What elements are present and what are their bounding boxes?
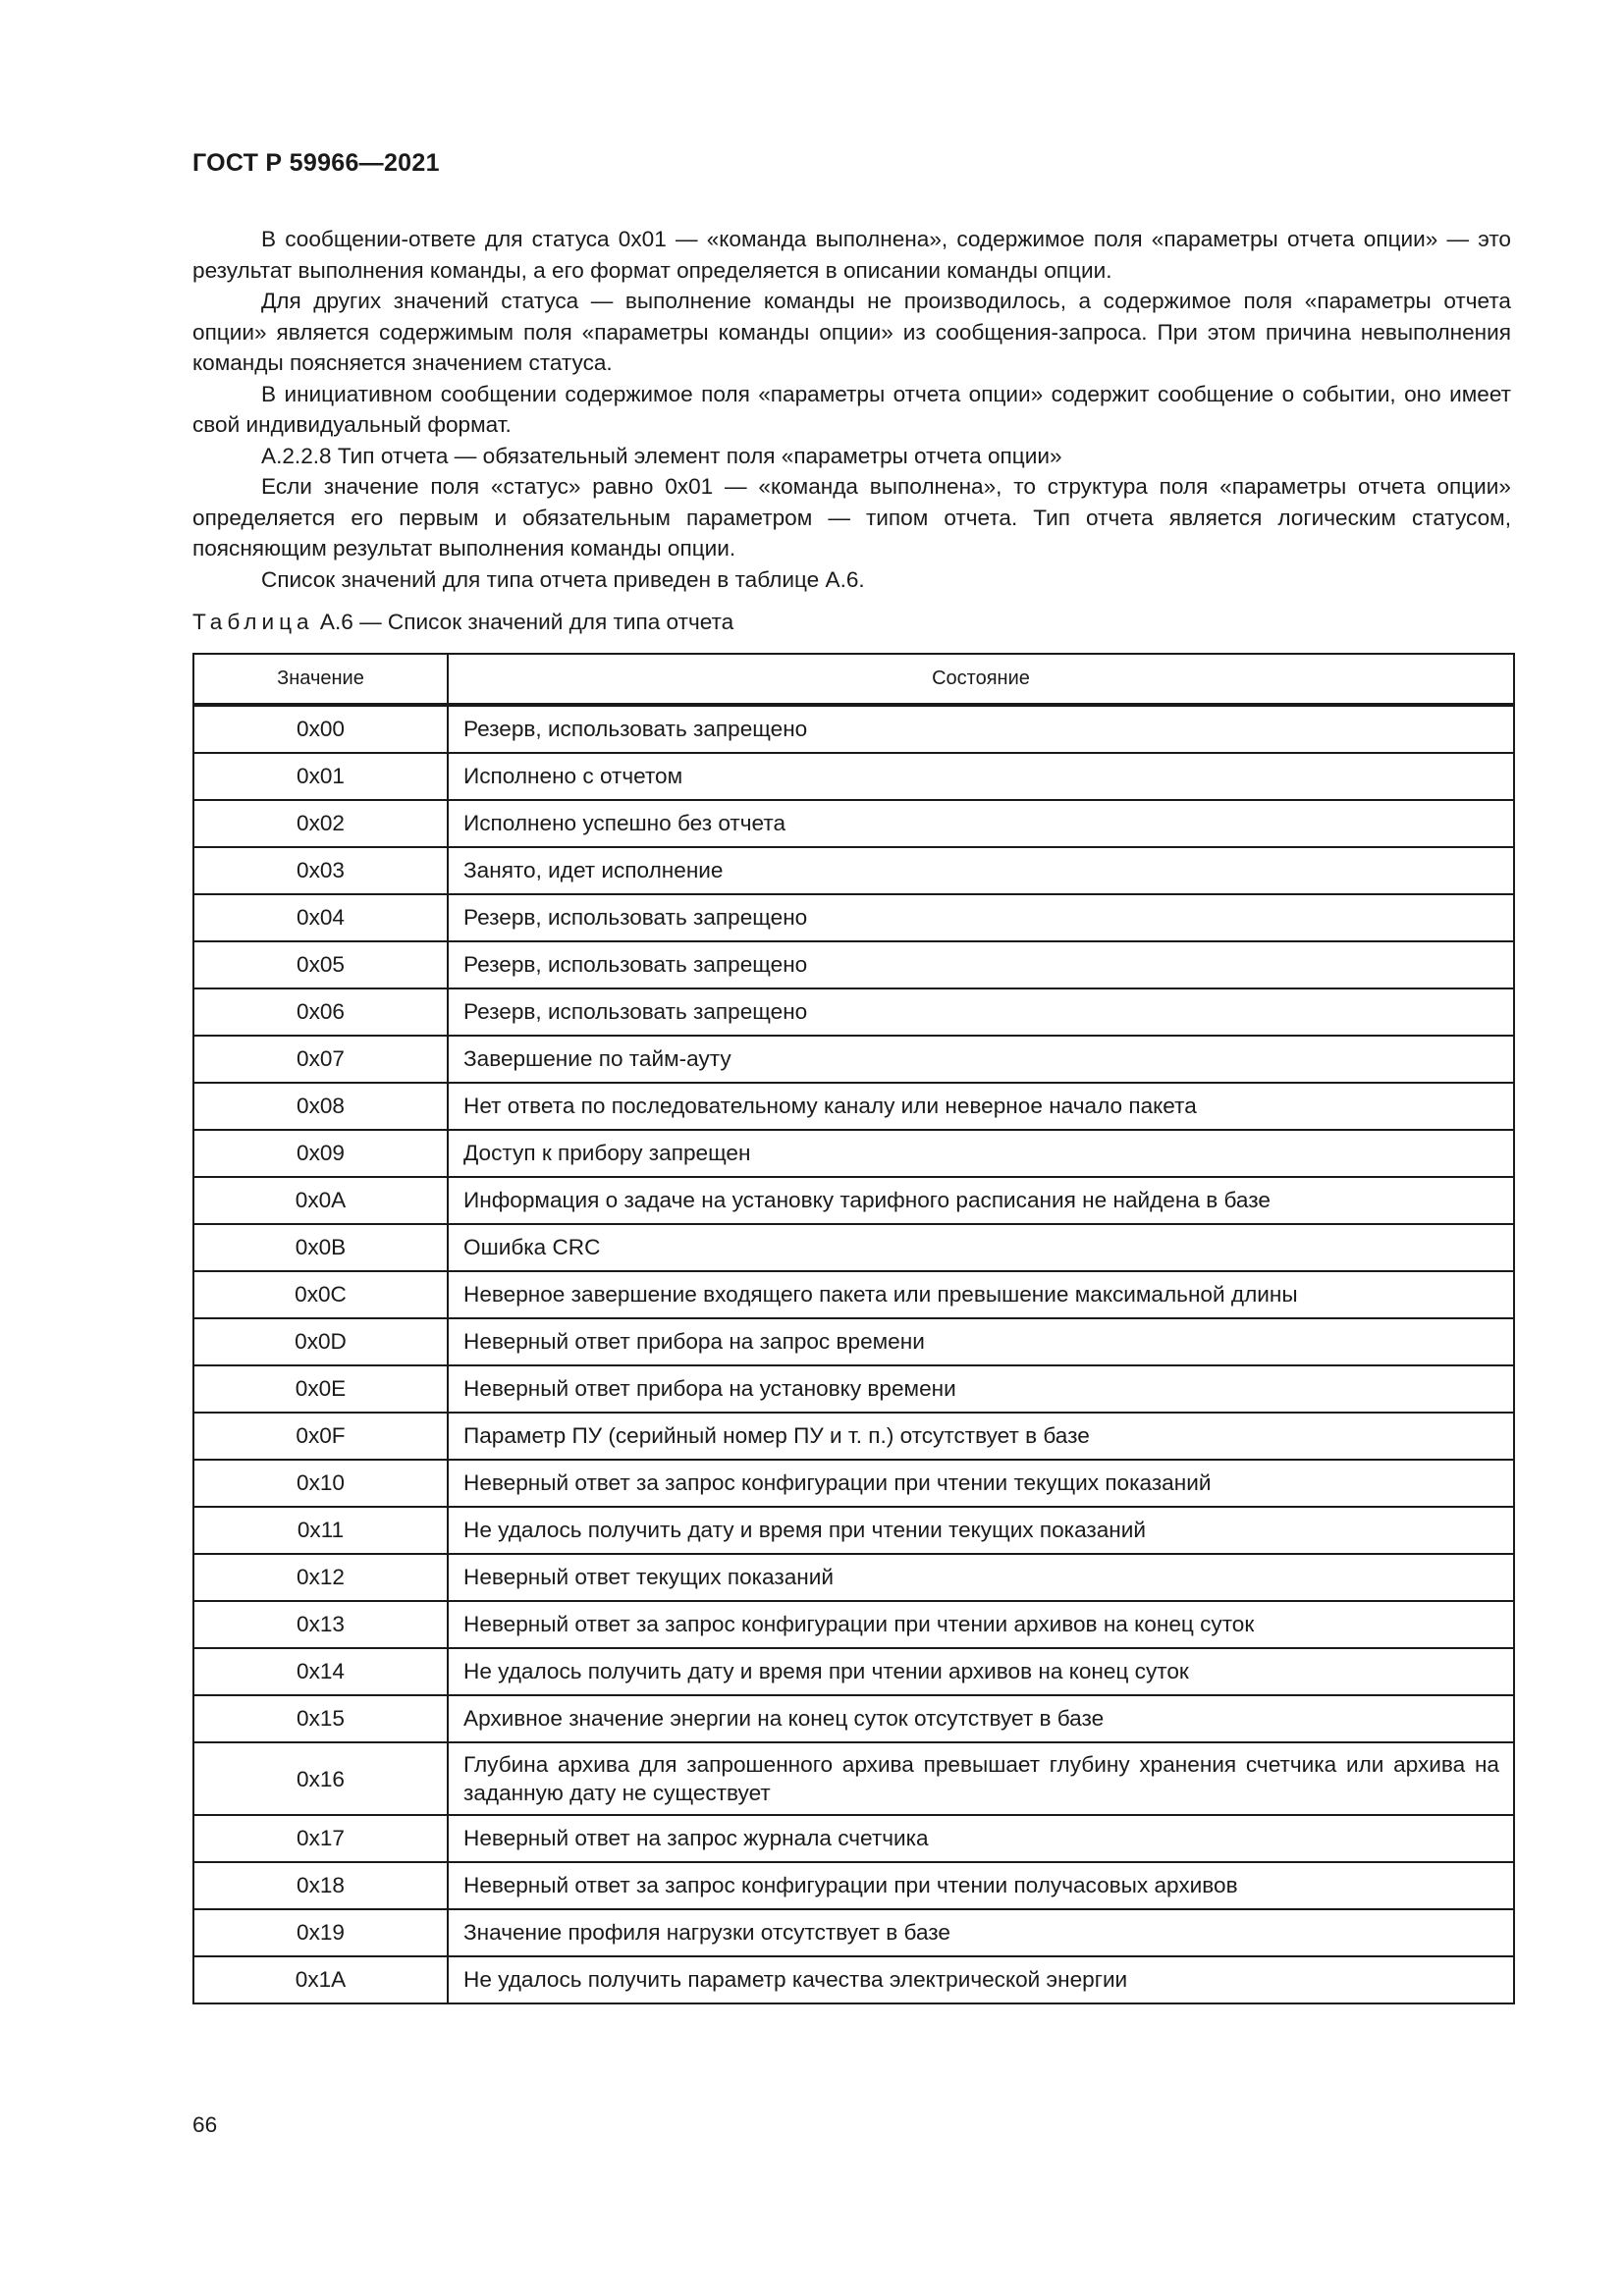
table-row [193, 1815, 1514, 1862]
body-text [192, 224, 1511, 595]
table-row [193, 1862, 1514, 1909]
cell-value: 0x0F [193, 1413, 448, 1460]
cell-state: Неверный ответ на запрос журнала счетчика [448, 1815, 1514, 1862]
cell-state: Резерв, использовать запрещено [448, 988, 1514, 1036]
report-type-table [192, 653, 1515, 2004]
cell-value: 0x0B [193, 1224, 448, 1271]
cell-value: 0x13 [193, 1601, 448, 1648]
cell-value: 0x15 [193, 1695, 448, 1742]
table-body [193, 705, 1514, 2003]
table-header-row [193, 654, 1514, 705]
table-row [193, 1956, 1514, 2003]
cell-value: 0x14 [193, 1648, 448, 1695]
paragraph: Если значение поля «статус» равно 0x01 — «команда выполнена», то структура поля «параметры отчета опции» определяется его первым и обязательным параметром — типом отчета. Тип отчета является логическим статусом, поясняющим результат выполнения команды опции. [192, 474, 1511, 561]
cell-value: 0x16 [193, 1742, 448, 1815]
table-row [193, 1271, 1514, 1318]
table-caption-label: Таблица [192, 610, 314, 634]
table-row [193, 1648, 1514, 1695]
table-row [193, 800, 1514, 847]
table-row [193, 1460, 1514, 1507]
table-row [193, 1083, 1514, 1130]
cell-value: 0x07 [193, 1036, 448, 1083]
cell-state: Исполнено успешно без отчета [448, 800, 1514, 847]
table-row [193, 705, 1514, 753]
cell-state: Неверное завершение входящего пакета или превышение максимальной длины [448, 1271, 1514, 1318]
cell-value: 0x12 [193, 1554, 448, 1601]
cell-state: Неверный ответ за запрос конфигурации при чтении получасовых архивов [448, 1862, 1514, 1909]
cell-state: Неверный ответ прибора на установку времени [448, 1365, 1514, 1413]
cell-state: Параметр ПУ (серийный номер ПУ и т. п.) отсутствует в базе [448, 1413, 1514, 1460]
table-row [193, 1224, 1514, 1271]
table-row [193, 1909, 1514, 1956]
table-caption-text: А.6 — Список значений для типа отчета [319, 610, 734, 634]
cell-state: Неверный ответ за запрос конфигурации при чтении текущих показаний [448, 1460, 1514, 1507]
page-number: 66 [192, 2112, 218, 2137]
column-header-value: Значение [193, 654, 448, 705]
table-row [193, 988, 1514, 1036]
cell-state: Доступ к прибору запрещен [448, 1130, 1514, 1177]
column-header-state: Состояние [448, 654, 1514, 705]
cell-state: Резерв, использовать запрещено [448, 894, 1514, 941]
table-row [193, 1742, 1514, 1815]
cell-value: 0x0C [193, 1271, 448, 1318]
cell-value: 0x00 [193, 705, 448, 753]
cell-state: Архивное значение энергии на конец суток отсутствует в базе [448, 1695, 1514, 1742]
cell-value: 0x06 [193, 988, 448, 1036]
cell-state: Нет ответа по последовательному каналу или неверное начало пакета [448, 1083, 1514, 1130]
cell-value: 0x0A [193, 1177, 448, 1224]
cell-state: Не удалось получить дату и время при чтении архивов на конец суток [448, 1648, 1514, 1695]
section-heading: А.2.2.8 Тип отчета — обязательный элемент поля «параметры отчета опции» [261, 443, 1062, 468]
cell-value: 0x1A [193, 1956, 448, 2003]
cell-value: 0x05 [193, 941, 448, 988]
table-row [193, 1177, 1514, 1224]
cell-state: Резерв, использовать запрещено [448, 941, 1514, 988]
cell-state: Значение профиля нагрузки отсутствует в базе [448, 1909, 1514, 1956]
paragraph: В инициативном сообщении содержимое поля «параметры отчета опции» содержит сообщение о событии, оно имеет свой индивидуальный формат. [192, 381, 1511, 437]
cell-value: 0x03 [193, 847, 448, 894]
table-row [193, 1036, 1514, 1083]
cell-value: 0x10 [193, 1460, 448, 1507]
cell-state: Неверный ответ прибора на запрос времени [448, 1318, 1514, 1365]
cell-state: Глубина архива для запрошенного архива превышает глубину хранения счетчика или архива на заданную дату не существует [448, 1742, 1514, 1815]
cell-state: Резерв, использовать запрещено [448, 705, 1514, 753]
table-row [193, 847, 1514, 894]
cell-value: 0x09 [193, 1130, 448, 1177]
cell-state: Завершение по тайм-ауту [448, 1036, 1514, 1083]
cell-value: 0x18 [193, 1862, 448, 1909]
cell-value: 0x0E [193, 1365, 448, 1413]
cell-value: 0x0D [193, 1318, 448, 1365]
cell-value: 0x11 [193, 1507, 448, 1554]
cell-state: Неверный ответ за запрос конфигурации при чтении архивов на конец суток [448, 1601, 1514, 1648]
table-row [193, 1413, 1514, 1460]
cell-value: 0x01 [193, 753, 448, 800]
table-row [193, 1365, 1514, 1413]
cell-state: Неверный ответ текущих показаний [448, 1554, 1514, 1601]
cell-state: Не удалось получить дату и время при чтении текущих показаний [448, 1507, 1514, 1554]
paragraph: Список значений для типа отчета приведен в таблице А.6. [261, 566, 865, 592]
cell-value: 0x02 [193, 800, 448, 847]
cell-state: Исполнено с отчетом [448, 753, 1514, 800]
cell-value: 0x04 [193, 894, 448, 941]
table-row [193, 941, 1514, 988]
table-row [193, 894, 1514, 941]
cell-value: 0x19 [193, 1909, 448, 1956]
table-row [193, 1601, 1514, 1648]
table-row [193, 1130, 1514, 1177]
paragraph: Для других значений статуса — выполнение команды не производилось, а содержимое поля «параметры отчета опции» является содержимым поля «параметры команды опции» из сообщения-запроса. При этом причина невыполнения команды поясняется значением статуса. [192, 289, 1511, 375]
table-caption [192, 610, 733, 635]
table-row [193, 1695, 1514, 1742]
paragraph: В сообщении-ответе для статуса 0x01 — «команда выполнена», содержимое поля «параметры отчета опции» — это результат выполнения команды, а его формат определяется в описании команды опции. [192, 227, 1511, 283]
cell-state: Ошибка CRC [448, 1224, 1514, 1271]
document-header: ГОСТ Р 59966—2021 [192, 149, 440, 177]
table-row [193, 1318, 1514, 1365]
table-row [193, 753, 1514, 800]
cell-state: Информация о задаче на установку тарифного расписания не найдена в базе [448, 1177, 1514, 1224]
cell-value: 0x17 [193, 1815, 448, 1862]
table-row [193, 1507, 1514, 1554]
cell-state: Занято, идет исполнение [448, 847, 1514, 894]
table-row [193, 1554, 1514, 1601]
cell-value: 0x08 [193, 1083, 448, 1130]
cell-state: Не удалось получить параметр качества электрической энергии [448, 1956, 1514, 2003]
